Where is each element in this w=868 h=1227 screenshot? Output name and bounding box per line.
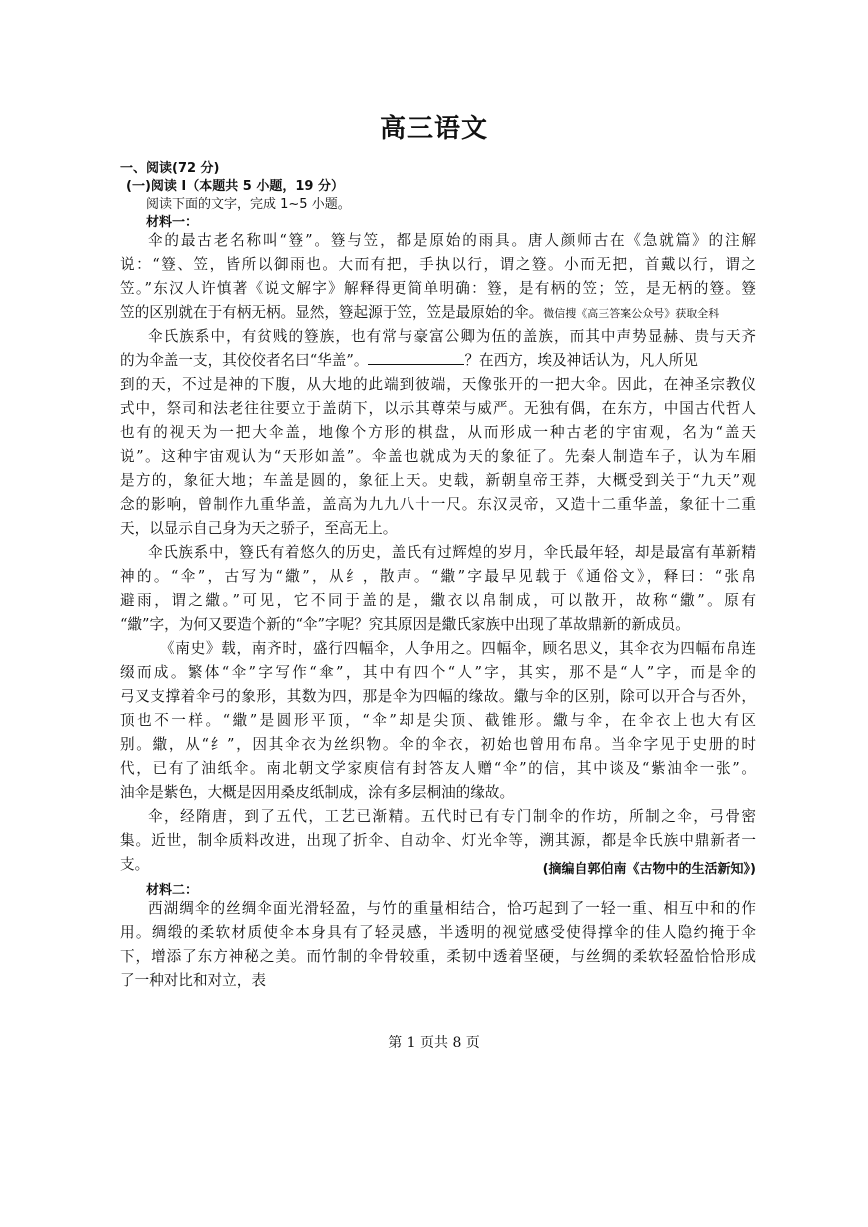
text-line: 伞氏族系中，有贫贱的簦族，也有常与豪富公卿为伍的盖族，而其中声势显赫、贵与天齐 <box>148 328 756 345</box>
text-line-content: ？在西方，埃及神话认为，凡人所见 <box>464 352 698 369</box>
text-line: 伞氏族系中，簦氏有着悠久的历史，盖氏有过辉煌的岁月，伞氏最年轻，却是最富有革新精 <box>148 544 756 561</box>
text-line: 别。繖，从“纟”，因其伞衣为丝织物。伞的伞衣，初始也曾用布帛。当伞字见于史册的时 <box>120 736 756 753</box>
text-line: 到的天，不过是神的下腹，从大地的此端到彼端，天像张开的一把大伞。因此，在神圣宗教仪 <box>120 376 756 393</box>
text-line: 说”。这种宇宙观认为“天形如盖”。伞盖也就成为天的象征了。先秦人制造车子，认为车厢 <box>120 448 756 465</box>
text-line: 天，以显示自己身为天之骄子，至高无上。 <box>120 520 398 537</box>
fill-blank <box>368 352 464 365</box>
text-line: 避雨，谓之繖。”可见，它不同于盖的是，繖衣以帛制成，可以散开，故称“繖”。原有 <box>120 592 756 609</box>
text-line: 伞，经隋唐，到了五代，工艺已渐精。五代时已有专门制伞的作坊，所制之伞，弓骨密 <box>148 808 756 825</box>
watermark-note: 微信搜《高三答案公众号》获取全科 <box>543 307 720 320</box>
text-line: 缀而成。繁体“伞”字写作“傘”，其中有四个“人”字，其实，那不是“人”字，而是伞的 <box>120 664 756 681</box>
material-2-label: 材料二： <box>146 883 199 898</box>
text-line: 伞的最古老名称叫“簦”。簦与笠，都是原始的雨具。唐人颜师古在《急就篇》的注解 <box>148 232 756 249</box>
text-line: 笠。”东汉人许慎著《说文解字》解释得更简单明确：簦，是有柄的笠；笠，是无柄的簦。簦 <box>120 280 756 297</box>
text-line: 支。 <box>120 856 150 873</box>
text-line-content: 的为伞盖一支，其佼佼者名曰“华盖”。 <box>120 352 369 369</box>
text-line-content: 笠的区别就在于有柄无柄。显然，簦起源于笠，笠是最原始的伞。 <box>120 304 544 321</box>
text-line: 集。近世，制伞质料改进，出现了折伞、自动伞、灯光伞等，溯其源，都是伞氏族中鼎新者一 <box>120 832 756 849</box>
text-line: 也有的视天为一把大伞盖，地像个方形的棋盘，从而形成一种古老的宇宙观，名为“盖天 <box>120 424 756 441</box>
text-line: 说：“簦、笠，皆所以御雨也。大而有把，手执以行，谓之簦。小而无把，首戴以行，谓之 <box>120 256 756 273</box>
text-line: 下，增添了东方神秘之美。而竹制的伞骨较重，柔韧中透着坚硬，与丝绸的柔软轻盈恰恰形成 <box>120 948 756 965</box>
text-line: 用。绸缎的柔软材质使伞本身具有了轻灵感，半透明的视觉感受使得撑伞的佳人隐约掩于伞 <box>120 924 756 941</box>
text-line: 念的影响，曾制作九重华盖，盖高为九九八十一尺。东汉灵帝，又造十二重华盖，象征十二重 <box>120 496 756 513</box>
text-line: 弓叉支撑着伞弓的象形，其数为四，那是伞为四幅的缘故。繖与伞的区别，除可以开合与否外， <box>120 688 756 705</box>
text-line: 《南史》载，南齐时，盛行四幅伞，人争用之。四幅伞，顾名思义，其伞衣为四幅布帛连 <box>160 640 756 657</box>
text-line: 油伞是紫色，大概是因用桑皮纸制成，涂有多层桐油的缘故。 <box>120 784 515 801</box>
text-line: 了一种对比和对立，表 <box>120 972 266 989</box>
text-line <box>120 352 756 370</box>
text-line: 顶也不一样。“繖”是圆形平顶，“伞”却是尖顶、截锥形。繖与伞，在伞衣上也大有区 <box>120 712 756 729</box>
text-line: 是方的，象征大地；车盖是圆的，象征上天。史载，新朝皇帝王莽，大概受到关于“九天”观 <box>120 472 756 489</box>
instruction-text: 阅读下面的文字，完成 1~5 小题。 <box>146 197 351 212</box>
source-citation: (摘编自郭伯南《古物中的生活新知》) <box>542 862 756 877</box>
text-line: 神的。“伞”，古写为“繖”，从纟，散声。“繖”字最早见载于《通俗文》，释曰：“张帛 <box>120 568 756 585</box>
text-line: 西湖绸伞的丝绸伞面光滑轻盈，与竹的重量相结合，恰巧起到了一轻一重、相互中和的作 <box>148 900 756 917</box>
text-line: “繖”字，为何又要造个新的“伞”字呢？究其原因是繖氏家族中出现了革故鼎新的新成员。 <box>120 616 690 633</box>
subsection-heading: (一)阅读 I（本题共 5 小题，19 分） <box>126 179 344 194</box>
page-title: 高三语文 <box>379 114 488 144</box>
material-1-label: 材料一： <box>146 215 199 230</box>
page-footer: 第 1 页共 8 页 <box>388 1035 480 1051</box>
text-line: 代，已有了油纸伞。南北朝文学家庾信有封答友人赠“伞”的信，其中谈及“紫油伞一张”。 <box>120 760 756 777</box>
section-heading: 一、阅读(72 分) <box>120 161 220 176</box>
text-line: 式中，祭司和法老往往要立于盖荫下，以示其尊荣与威严。无独有偶，在东方，中国古代哲人 <box>120 400 756 417</box>
text-line <box>120 304 756 323</box>
